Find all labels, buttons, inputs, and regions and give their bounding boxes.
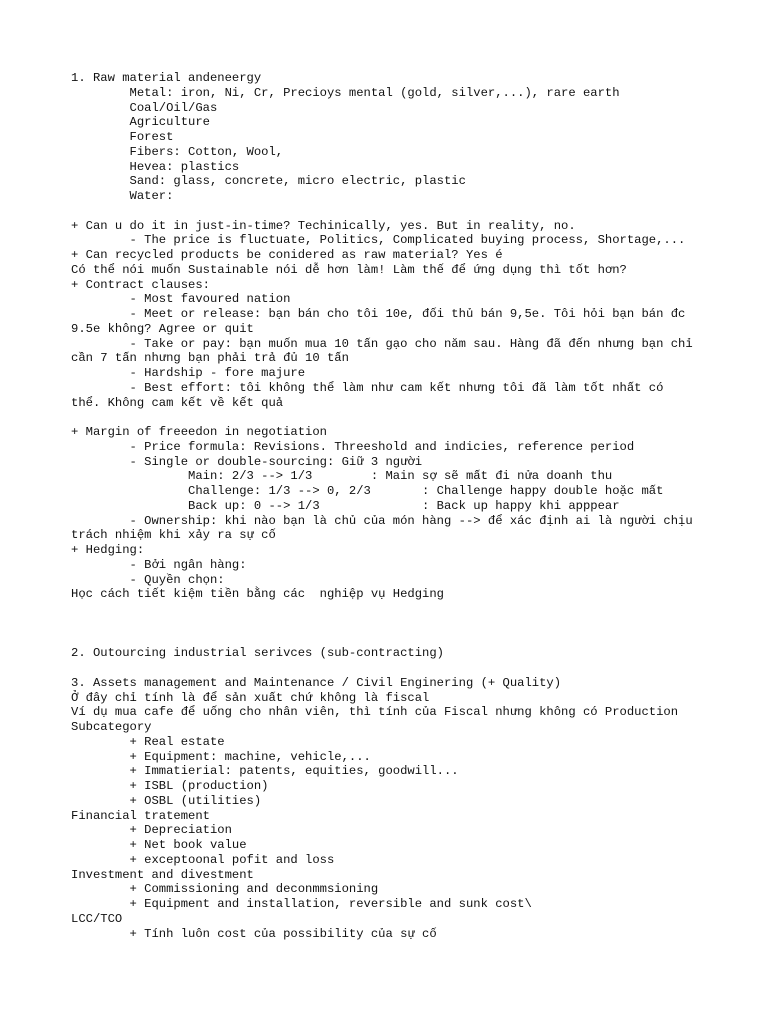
text-line: cần 7 tấn nhưng bạn phải trả đủ 10 tấn bbox=[71, 351, 349, 366]
text-line: 9.5e không? Agree or quit bbox=[71, 321, 254, 336]
text-line: Hevea: plastics bbox=[71, 159, 240, 174]
document-body bbox=[71, 71, 761, 941]
text-line: + Depreciation bbox=[71, 823, 232, 838]
blank-line bbox=[71, 602, 761, 617]
text-line: - Ownership: khi nào bạn là chủ của món hàng --> để xác định ai là người chịu bbox=[71, 513, 693, 528]
text-line: - The price is fluctuate, Politics, Complicated buying process, Shortage,... bbox=[71, 233, 686, 248]
text-line: + Tính luôn cost của possibility của sự cố bbox=[71, 926, 437, 941]
text-line: + Margin of freeedon in negotiation bbox=[71, 425, 327, 439]
text-line: - Hardship - fore majure bbox=[71, 366, 306, 380]
text-line: - Price formula: Revisions. Threeshold and indicies, reference period bbox=[71, 439, 635, 454]
blank-line bbox=[71, 410, 761, 425]
text-line: Ở đây chỉ tính là để sản xuất chứ không là fiscal bbox=[71, 690, 430, 705]
blank-line bbox=[71, 632, 761, 647]
text-line: + Real estate bbox=[71, 734, 225, 749]
text-line: - Quyền chọn: bbox=[71, 572, 225, 587]
text-line: Có thể nói muốn Sustainable nói dễ hơn làm! Làm thế để ứng dụng thì tốt hơn? bbox=[71, 262, 627, 277]
blank-line bbox=[71, 204, 761, 219]
text-line: trách nhiệm khi xảy ra sự cố bbox=[71, 528, 276, 543]
text-line: Forest bbox=[71, 130, 174, 144]
text-line: + OSBL (utilities) bbox=[71, 793, 262, 808]
text-line: - Single or double-sourcing: Giữ 3 người bbox=[71, 454, 423, 469]
text-line: LCC/TCO bbox=[71, 911, 123, 926]
text-line: + Hedging: bbox=[71, 543, 145, 557]
text-line: + Net book value bbox=[71, 838, 247, 852]
text-line: + Contract clauses: bbox=[71, 277, 210, 292]
text-line: Học cách tiết kiệm tiền bằng các nghiệp vụ Hedging bbox=[71, 587, 444, 602]
text-line: Financial tratement bbox=[71, 808, 210, 823]
text-line: Agriculture bbox=[71, 115, 210, 130]
text-line: - Bởi ngân hàng: bbox=[71, 557, 247, 572]
text-line: Investment and divestment bbox=[71, 867, 254, 882]
text-line: + Equipment and installation, reversible and sunk cost\ bbox=[71, 897, 532, 911]
text-line: + Can recycled products be conidered as raw material? Yes é bbox=[71, 248, 503, 262]
blank-line bbox=[71, 617, 761, 632]
text-line: + Immatierial: patents, equities, goodwill... bbox=[71, 764, 459, 779]
text-line: - Meet or release: bạn bán cho tôi 10e, đối thủ bán 9,5e. Tôi hỏi bạn bán đc bbox=[71, 307, 686, 321]
text-line: - Take or pay: bạn muốn mua 10 tấn gạo cho năm sau. Hàng đã đến nhưng bạn chỉ bbox=[71, 336, 693, 351]
text-line: - Most favoured nation bbox=[71, 292, 291, 307]
text-line: + Commissioning and deconmmsioning bbox=[71, 882, 379, 897]
text-line: Sand: glass, concrete, micro electric, plastic bbox=[71, 174, 466, 189]
text-line: Ví dụ mua cafe để uống cho nhân viên, thì tính của Fiscal nhưng không có Production bbox=[71, 705, 679, 720]
blank-line bbox=[71, 661, 761, 676]
text-line: Water: bbox=[71, 189, 174, 203]
text-line: Main: 2/3 --> 1/3 : Main sợ sẽ mất đi nửa doanh thu bbox=[71, 469, 613, 484]
text-line: + ISBL (production) bbox=[71, 779, 269, 793]
text-line: 2. Outourcing industrial serivces (sub-contracting) bbox=[71, 646, 444, 661]
text-line: thể. Không cam kết về kết quả bbox=[71, 395, 284, 410]
text-line: Challenge: 1/3 --> 0, 2/3 : Challenge happy double hoặc mất bbox=[71, 484, 664, 498]
text-line: Back up: 0 --> 1/3 : Back up happy khi apppear bbox=[71, 498, 620, 513]
text-line: 3. Assets management and Maintenance / Civil Enginering (+ Quality) bbox=[71, 675, 562, 690]
text-line: - Best effort: tôi không thể làm như cam kết nhưng tôi đã làm tốt nhất có bbox=[71, 380, 664, 395]
text-line: 1. Raw material andeneergy bbox=[71, 71, 262, 85]
text-line: + Equipment: machine, vehicle,... bbox=[71, 749, 371, 764]
text-line: + Can u do it in just-in-time? Techinically, yes. But in reality, no. bbox=[71, 218, 576, 233]
text-line: Coal/Oil/Gas bbox=[71, 100, 218, 115]
text-line: Fibers: Cotton, Wool, bbox=[71, 144, 284, 159]
text-line: + exceptoonal pofit and loss bbox=[71, 852, 335, 867]
text-line: Metal: iron, Ni, Cr, Precioys mental (gold, silver,...), rare earth bbox=[71, 85, 620, 100]
text-line: Subcategory bbox=[71, 720, 152, 734]
